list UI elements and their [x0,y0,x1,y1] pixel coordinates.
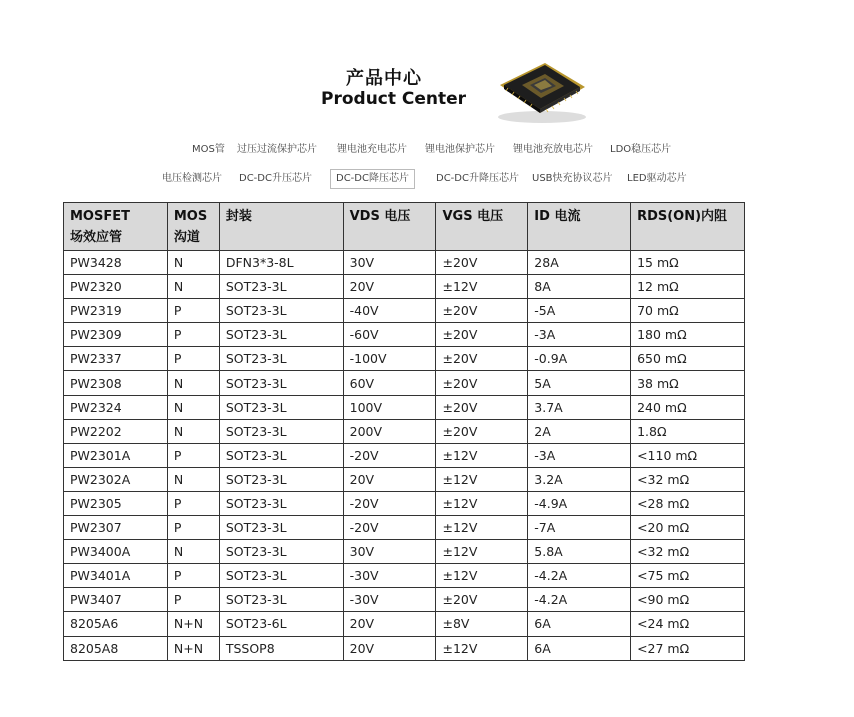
cell-id: 8A [528,275,631,299]
cell-model: PW2320 [64,275,168,299]
cell-vds: -60V [343,323,436,347]
cell-rdson: 15 mΩ [631,251,745,275]
cell-package: SOT23-3L [219,564,343,588]
cell-id: -4.9A [528,491,631,515]
cell-package: SOT23-3L [219,540,343,564]
cell-id: 3.7A [528,395,631,419]
cell-package: SOT23-3L [219,467,343,491]
header-vds: VDS 电压 [343,203,436,251]
cell-rdson: <24 mΩ [631,612,745,636]
cell-id: -3A [528,323,631,347]
cell-rdson: <32 mΩ [631,540,745,564]
cell-model: PW3428 [64,251,168,275]
cell-channel: N+N [167,612,219,636]
cell-model: PW2301A [64,443,168,467]
cell-channel: N [167,251,219,275]
cell-channel: P [167,299,219,323]
cell-vgs: ±12V [436,516,528,540]
nav-item-usb-fast-charge[interactable]: USB快充协议芯片 [532,173,613,184]
cell-channel: P [167,323,219,347]
table-row [64,347,745,371]
cell-model: 8205A6 [64,612,168,636]
cell-id: -4.2A [528,588,631,612]
cell-channel: P [167,491,219,515]
cell-vds: -100V [343,347,436,371]
table-body [64,251,745,661]
cell-channel: N [167,467,219,491]
table-row [64,251,745,275]
cell-rdson: 650 mΩ [631,347,745,371]
cell-vds: -30V [343,564,436,588]
nav-item-ldo[interactable]: LDO稳压芯片 [610,144,672,155]
cell-channel: N+N [167,636,219,660]
cell-rdson: <75 mΩ [631,564,745,588]
cell-rdson: <20 mΩ [631,516,745,540]
cell-vds: -20V [343,443,436,467]
cell-vgs: ±20V [436,395,528,419]
cell-id: -3A [528,443,631,467]
cell-model: PW3407 [64,588,168,612]
cell-channel: N [167,540,219,564]
cell-id: -0.9A [528,347,631,371]
cell-package: SOT23-3L [219,395,343,419]
cell-model: PW3400A [64,540,168,564]
cell-id: 5A [528,371,631,395]
cell-id: 5.8A [528,540,631,564]
nav-item-li-charge[interactable]: 锂电池充电芯片 [337,144,407,155]
header-vgs: VGS 电压 [436,203,528,251]
table-row [64,299,745,323]
cell-package: SOT23-3L [219,588,343,612]
cell-vds: -20V [343,491,436,515]
cell-model: PW2337 [64,347,168,371]
cell-channel: N [167,395,219,419]
cell-vgs: ±12V [436,443,528,467]
cell-vds: -20V [343,516,436,540]
table-row [64,612,745,636]
cell-model: PW3401A [64,564,168,588]
nav-item-li-protect[interactable]: 锂电池保护芯片 [425,144,495,155]
nav-item-dcdc-boost[interactable]: DC-DC升压芯片 [239,173,312,184]
cell-model: 8205A8 [64,636,168,660]
cell-vds: 20V [343,467,436,491]
table-header-row [64,203,745,251]
header-mosfet: MOSFET 场效应管 [64,203,168,251]
header-channel: MOS 沟道 [167,203,219,251]
cell-package: SOT23-3L [219,299,343,323]
cell-vgs: ±20V [436,419,528,443]
nav-item-led-driver[interactable]: LED驱动芯片 [627,173,687,184]
cell-channel: P [167,443,219,467]
category-nav-row-2 [0,169,854,189]
nav-item-voltage-detect[interactable]: 电压检测芯片 [162,173,222,184]
table-row [64,419,745,443]
cell-package: SOT23-3L [219,347,343,371]
cell-rdson: 12 mΩ [631,275,745,299]
nav-item-mos[interactable]: MOS管 [192,144,225,155]
category-nav-row-1 [0,140,854,160]
cell-package: DFN3*3-8L [219,251,343,275]
table-row [64,395,745,419]
cell-rdson: 180 mΩ [631,323,745,347]
table-row [64,467,745,491]
cell-model: PW2309 [64,323,168,347]
cell-vgs: ±20V [436,299,528,323]
cell-id: -4.2A [528,564,631,588]
cell-channel: P [167,347,219,371]
cell-package: SOT23-6L [219,612,343,636]
table-row [64,588,745,612]
cell-vgs: ±20V [436,251,528,275]
cell-package: SOT23-3L [219,491,343,515]
cell-model: PW2202 [64,419,168,443]
cell-rdson: <32 mΩ [631,467,745,491]
table-row [64,275,745,299]
nav-item-overvoltage-protection[interactable]: 过压过流保护芯片 [237,144,317,155]
cell-package: SOT23-3L [219,323,343,347]
table-row [64,540,745,564]
cell-channel: N [167,275,219,299]
page-title-cn: 产品中心 [346,68,422,89]
cell-vgs: ±20V [436,323,528,347]
nav-item-dcdc-buck[interactable]: DC-DC降压芯片 [330,169,415,189]
table-row [64,636,745,660]
cell-vds: -40V [343,299,436,323]
cell-channel: P [167,516,219,540]
table-row [64,516,745,540]
header-rdson: RDS(ON)内阻 [631,203,745,251]
cell-id: -7A [528,516,631,540]
cell-model: PW2324 [64,395,168,419]
cell-channel: N [167,371,219,395]
cell-vds: 30V [343,251,436,275]
nav-item-li-charge-discharge[interactable]: 锂电池充放电芯片 [513,144,593,155]
cell-id: -5A [528,299,631,323]
cell-model: PW2308 [64,371,168,395]
cell-channel: P [167,588,219,612]
table-row [64,564,745,588]
cell-package: SOT23-3L [219,371,343,395]
header-id: ID 电流 [528,203,631,251]
cell-vds: 20V [343,612,436,636]
cell-rdson: <90 mΩ [631,588,745,612]
cell-vds: 30V [343,540,436,564]
cell-vds: 20V [343,275,436,299]
cell-vds: 100V [343,395,436,419]
cell-vgs: ±12V [436,467,528,491]
cell-rdson: <110 mΩ [631,443,745,467]
cell-vgs: ±20V [436,347,528,371]
table-row [64,443,745,467]
cell-rdson: 240 mΩ [631,395,745,419]
cell-package: TSSOP8 [219,636,343,660]
cell-vgs: ±8V [436,612,528,636]
table-row [64,371,745,395]
page-title-en: Product Center [321,89,467,109]
cell-vds: 20V [343,636,436,660]
cell-rdson: <28 mΩ [631,491,745,515]
table-row [64,491,745,515]
mosfet-spec-table [63,202,745,661]
cell-vds: 60V [343,371,436,395]
cell-vgs: ±20V [436,371,528,395]
cell-vgs: ±12V [436,540,528,564]
cell-model: PW2305 [64,491,168,515]
cell-model: PW2319 [64,299,168,323]
cell-vgs: ±20V [436,588,528,612]
cell-vds: -30V [343,588,436,612]
nav-item-dcdc-buck-boost[interactable]: DC-DC升降压芯片 [436,173,519,184]
page-header [0,0,854,130]
cell-id: 3.2A [528,467,631,491]
cell-model: PW2302A [64,467,168,491]
header-package: 封装 [219,203,343,251]
cell-vgs: ±12V [436,564,528,588]
cell-rdson: 38 mΩ [631,371,745,395]
cell-vgs: ±12V [436,275,528,299]
cell-package: SOT23-3L [219,516,343,540]
cell-vgs: ±12V [436,636,528,660]
cell-channel: P [167,564,219,588]
cell-package: SOT23-3L [219,419,343,443]
chip-package-icon [490,55,590,125]
cell-channel: N [167,419,219,443]
cell-model: PW2307 [64,516,168,540]
cell-rdson: 70 mΩ [631,299,745,323]
cell-package: SOT23-3L [219,443,343,467]
cell-rdson: <27 mΩ [631,636,745,660]
table-row [64,323,745,347]
cell-vgs: ±12V [436,491,528,515]
cell-id: 6A [528,612,631,636]
cell-rdson: 1.8Ω [631,419,745,443]
cell-id: 6A [528,636,631,660]
cell-vds: 200V [343,419,436,443]
cell-id: 28A [528,251,631,275]
cell-id: 2A [528,419,631,443]
cell-package: SOT23-3L [219,275,343,299]
